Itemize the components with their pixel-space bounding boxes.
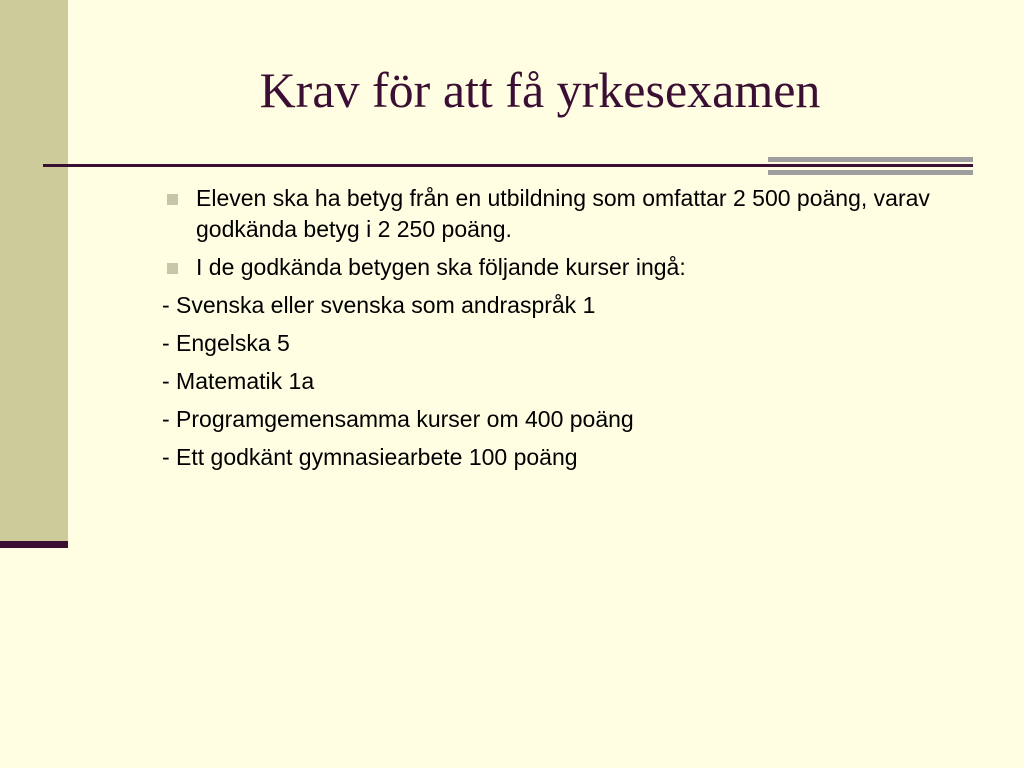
decorative-sidebar [0,0,68,541]
slide-content [162,183,962,480]
title-accent-bar-top [768,157,973,162]
square-bullet-icon [167,263,178,274]
bullet-text: Eleven ska ha betyg från en utbildning som omfattar 2 500 poäng, varav godkända betyg i 2 250 poäng. [196,185,930,242]
square-bullet-icon [167,194,178,205]
bullet-text: I de godkända betygen ska följande kurser ingå: [196,254,686,280]
sidebar-accent-line [0,541,68,548]
course-line: - Matematik 1a [162,368,315,394]
course-line: - Engelska 5 [162,330,290,356]
slide-title: Krav för att få yrkesexamen [259,62,821,118]
title-accent-bar-bottom [768,170,973,175]
bullet-item [162,252,962,283]
course-line: - Svenska eller svenska som andraspråk 1 [162,292,596,318]
bullet-item [162,183,962,245]
course-line: - Ett godkänt gymnasiearbete 100 poäng [162,444,578,470]
title-divider [43,164,973,167]
course-line: - Programgemensamma kurser om 400 poäng [162,406,634,432]
